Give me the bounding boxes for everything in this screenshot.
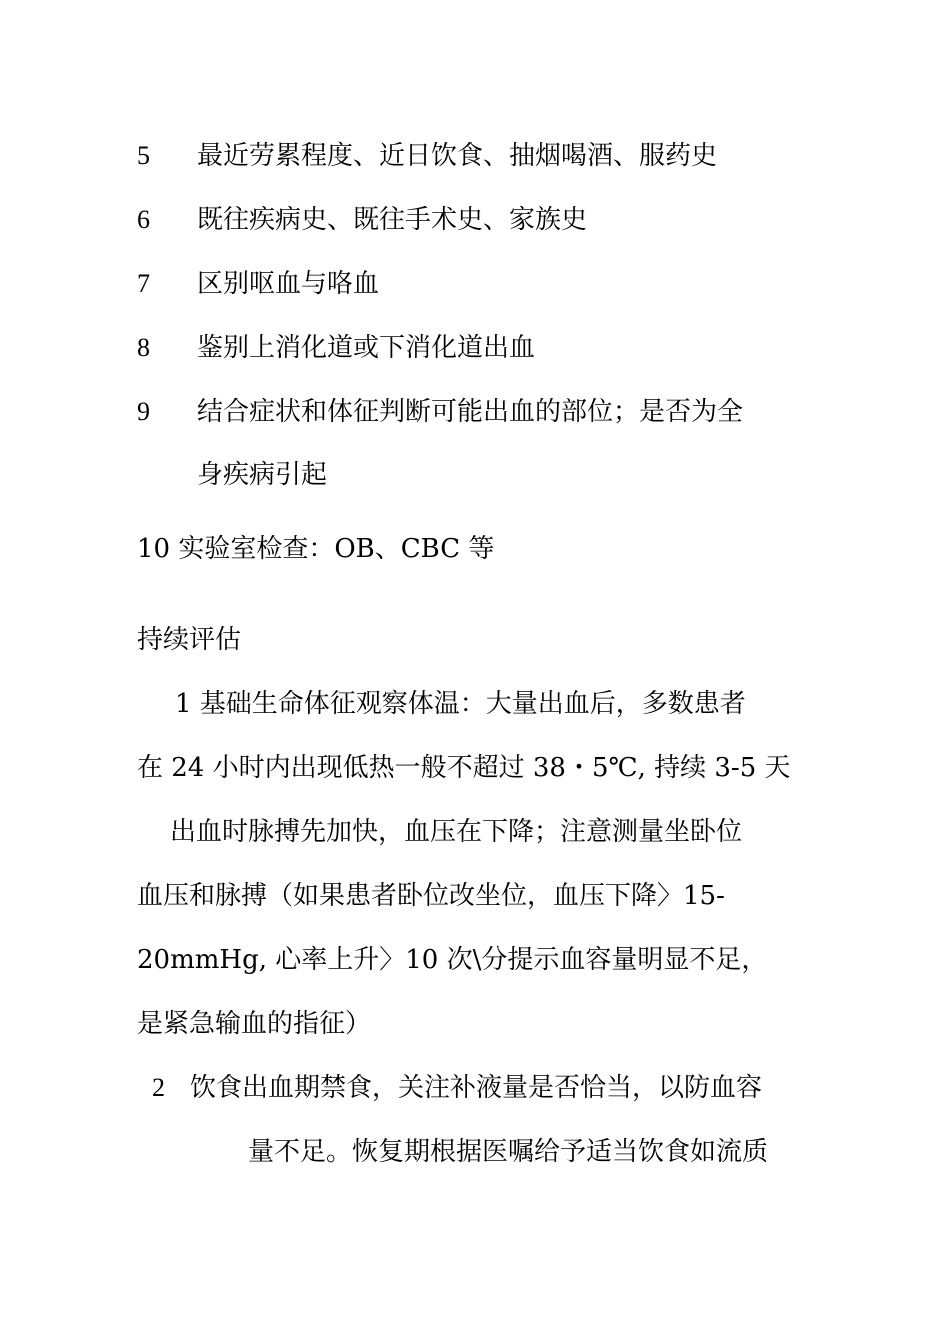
section-heading: 持续评估: [137, 625, 242, 655]
list-item-text: 最近劳累程度、近日饮食、抽烟喝酒、服药史: [197, 141, 718, 171]
paragraph-line: 量不足。恢复期根据医嘱给予适当饮食如流质: [248, 1137, 769, 1167]
list-item-text: 区别呕血与咯血: [197, 269, 380, 299]
paragraph-line: 在 24 小时内出现低热一般不超过 38・5℃, 持续 3-5 天: [137, 753, 791, 783]
paragraph-line: 饮食出血期禁食，关注补液量是否恰当，以防血容: [190, 1073, 763, 1103]
paragraph-line: 出血时脉搏先加快，血压在下降；注意测量坐卧位: [170, 817, 743, 847]
list-item-text: 既往疾病史、既往手术史、家族史: [197, 205, 588, 235]
list-item-continuation: 身疾病引起: [197, 460, 328, 490]
list-item-10: 10 实验室检查：OB、CBC 等: [137, 534, 495, 564]
list-item-text: 鉴别上消化道或下消化道出血: [197, 333, 536, 363]
paragraph-number: 2: [152, 1073, 165, 1102]
list-number: 5: [137, 141, 150, 170]
paragraph-line: 20mmHg, 心率上升〉10 次\分提示血容量明显不足，: [137, 945, 768, 975]
list-number: 9: [137, 397, 150, 426]
list-number: 7: [137, 269, 150, 298]
paragraph-line: 1 基础生命体征观察体温：大量出血后，多数患者: [175, 689, 746, 719]
list-number: 8: [137, 333, 150, 362]
paragraph-line: 是紧急输血的指征）: [137, 1009, 372, 1039]
list-item-text: 结合症状和体征判断可能出血的部位；是否为全: [197, 397, 744, 427]
paragraph-line: 血压和脉搏（如果患者卧位改坐位，血压下降〉15-: [137, 881, 725, 911]
list-number: 6: [137, 205, 150, 234]
